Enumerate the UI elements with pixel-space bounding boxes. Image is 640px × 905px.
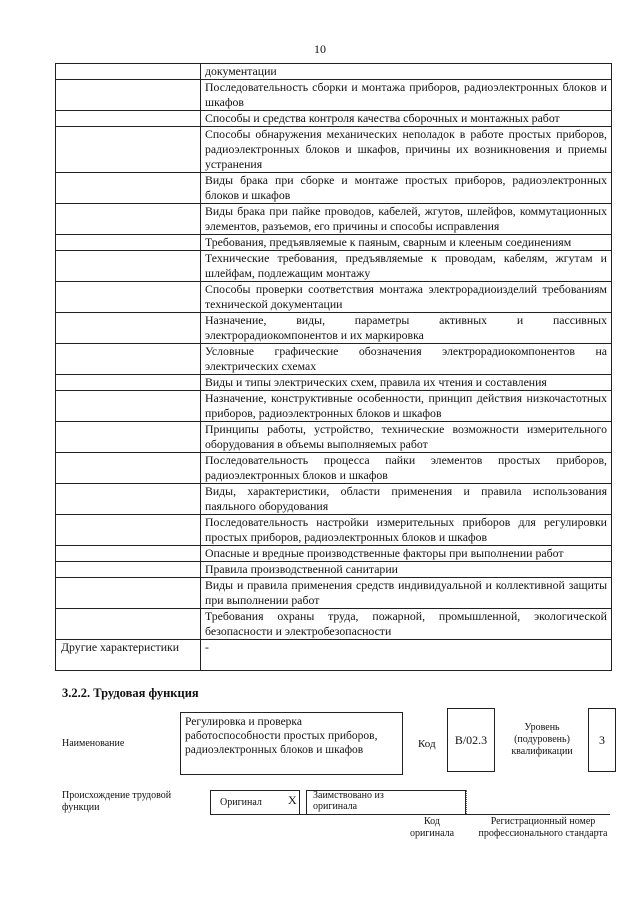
original-mark: X bbox=[288, 793, 297, 807]
knowledge-item: Виды и правила применения средств индивидуальной и коллективной защиты при выполнении работ bbox=[201, 578, 612, 609]
knowledge-item: Опасные и вредные производственные факторы при выполнении работ bbox=[201, 546, 612, 562]
table-row bbox=[56, 640, 612, 671]
row-label-cell bbox=[56, 80, 201, 111]
row-label-cell bbox=[56, 391, 201, 422]
knowledge-item: Способы и средства контроля качества сборочных и монтажных работ bbox=[201, 111, 612, 127]
knowledge-item: Принципы работы, устройство, технические возможности измерительного оборудования в объемы выполняемых работ bbox=[201, 422, 612, 453]
table-row bbox=[56, 546, 612, 562]
row-label-cell bbox=[56, 453, 201, 484]
row-label-cell bbox=[56, 111, 201, 127]
page-number: 10 bbox=[314, 42, 326, 56]
knowledge-item: Последовательность сборки и монтажа приборов, радиоэлектронных блоков и шкафов bbox=[201, 80, 612, 111]
row-label-cell bbox=[56, 204, 201, 235]
level-label: Уровень (подуровень) квалификации bbox=[511, 722, 573, 757]
table-row bbox=[56, 562, 612, 578]
knowledge-item: Требования охраны труда, пожарной, промышленной, экологической безопасности и электробезопасности bbox=[201, 609, 612, 640]
function-name: Регулировка и проверка работоспособности простых приборов, радиоэлектронных блоков и шкафов bbox=[180, 712, 403, 775]
knowledge-table bbox=[55, 63, 612, 671]
origin-row bbox=[210, 790, 610, 815]
row-label-cell bbox=[56, 422, 201, 453]
row-label-cell bbox=[56, 173, 201, 204]
other-characteristics-label: Другие характеристики bbox=[56, 640, 201, 671]
knowledge-item: Назначение, конструктивные особенности, принцип действия низкочастотных приборов, радиоэлектронных блоков и шкафов bbox=[201, 391, 612, 422]
name-label: Наименование bbox=[62, 738, 125, 749]
table-row bbox=[56, 313, 612, 344]
original-label: Оригинал bbox=[220, 797, 262, 808]
row-label-cell bbox=[56, 609, 201, 640]
knowledge-item: Условные графические обозначения электрорадиокомпонентов на электрических схемах bbox=[201, 344, 612, 375]
knowledge-item: документации bbox=[201, 64, 612, 80]
knowledge-item: Способы проверки соответствия монтажа электрорадиоизделий требованиям технической документации bbox=[201, 282, 612, 313]
knowledge-item: Требования, предъявляемые к паяным, сварным и клееным соединениям bbox=[201, 235, 612, 251]
table-row bbox=[56, 578, 612, 609]
code-original-caption: Код оригинала bbox=[409, 816, 455, 839]
reg-number-caption: Регистрационный номер профессионального стандарта bbox=[478, 816, 608, 839]
table-row bbox=[56, 64, 612, 80]
row-label-cell bbox=[56, 484, 201, 515]
knowledge-item: Способы обнаружения механических неполадок в работе простых приборов, радиоэлектронных блоков и шкафов, причины их возникновения и приемы устранения bbox=[201, 127, 612, 173]
row-label-cell bbox=[56, 546, 201, 562]
table-row bbox=[56, 80, 612, 111]
table-row bbox=[56, 111, 612, 127]
row-label-cell bbox=[56, 562, 201, 578]
knowledge-item: Назначение, виды, параметры активных и пассивных электрорадиокомпонентов и их маркировка bbox=[201, 313, 612, 344]
knowledge-item: Последовательность процесса пайки элементов простых приборов, радиоэлектронных блоков и шкафов bbox=[201, 453, 612, 484]
row-label-cell bbox=[56, 578, 201, 609]
knowledge-item: Правила производственной санитарии bbox=[201, 562, 612, 578]
table-row bbox=[56, 204, 612, 235]
table-row bbox=[56, 391, 612, 422]
section-title: 3.2.2. Трудовая функция bbox=[62, 686, 199, 700]
table-row bbox=[56, 173, 612, 204]
row-label-cell bbox=[56, 251, 201, 282]
row-label-cell bbox=[56, 313, 201, 344]
table-row bbox=[56, 515, 612, 546]
row-label-cell bbox=[56, 64, 201, 80]
level-value: 3 bbox=[588, 708, 616, 772]
table-row bbox=[56, 344, 612, 375]
table-row bbox=[56, 251, 612, 282]
knowledge-item: Виды брака при пайке проводов, кабелей, жгутов, шлейфов, коммутационных элементов, разъемов, его причины и способы исправления bbox=[201, 204, 612, 235]
origin-code-cell bbox=[466, 790, 610, 814]
row-label-cell bbox=[56, 344, 201, 375]
row-label-cell bbox=[56, 282, 201, 313]
table-row bbox=[56, 453, 612, 484]
row-label-cell bbox=[56, 375, 201, 391]
knowledge-item: Виды брака при сборке и монтаже простых приборов, радиоэлектронных блоков и шкафов bbox=[201, 173, 612, 204]
row-label-cell bbox=[56, 235, 201, 251]
table-row bbox=[56, 127, 612, 173]
table-row bbox=[56, 282, 612, 313]
knowledge-item: Виды и типы электрических схем, правила их чтения и составления bbox=[201, 375, 612, 391]
row-label-cell bbox=[56, 127, 201, 173]
table-row bbox=[56, 484, 612, 515]
knowledge-item: Виды, характеристики, области применения и правила использования паяльного оборудования bbox=[201, 484, 612, 515]
other-characteristics-value: - bbox=[201, 640, 612, 671]
borrowed-label: Заимствовано из оригинала bbox=[313, 790, 384, 812]
row-label-cell bbox=[56, 515, 201, 546]
knowledge-item: Последовательность настройки измерительных приборов для регулировки простых приборов, радиоэлектронных блоков и шкафов bbox=[201, 515, 612, 546]
code-label: Код bbox=[418, 738, 436, 750]
knowledge-item: Технические требования, предъявляемые к проводам, кабелям, жгутам и шлейфам, подлежащим монтажу bbox=[201, 251, 612, 282]
table-row bbox=[56, 235, 612, 251]
table-row bbox=[56, 375, 612, 391]
function-code: B/02.3 bbox=[447, 708, 495, 772]
origin-label: Происхождение трудовой функции bbox=[62, 790, 172, 813]
table-row bbox=[56, 609, 612, 640]
table-row bbox=[56, 422, 612, 453]
